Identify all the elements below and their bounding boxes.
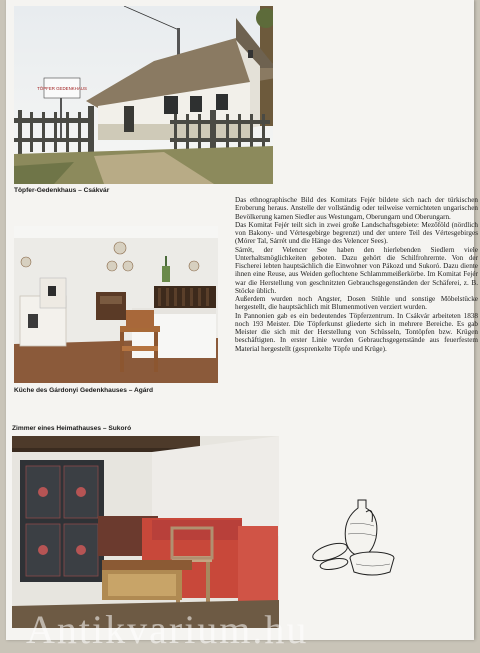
paragraph-1: Das ethnographische Bild des Komitats Fejér bildete sich nach der türkischen Eroberung heraus. Anstelle der vollständig oder teilweise vernichteten ungarischen Bevölkerung kamen Siedler aus Westungarn, Oberungarn und Oberungarn. (235, 196, 478, 221)
paragraph-2: Das Komitat Fejér teilt sich in zwei große Landschaftsgebiete: Mezőföld (nördlich von Bakony- und Vértesgebirge begrenzt) und der untere Teil des Vértesgebirges (Mórer Tal, Sárrét und die Hänge des Velencer Sees). (235, 220, 478, 246)
pottery-illustration (310, 494, 400, 578)
article-text (235, 196, 478, 353)
kitchen-image (14, 226, 218, 383)
watermark: Antikvarium.hu (26, 607, 309, 652)
caption-photo3: Zimmer eines Heimathauses – Sukoró (12, 425, 132, 432)
paragraph-3: Sárrét, der Velencer See haben den hierlebenden Siedlern viele Unterhaltsmöglichkeiten geboten. Dazu gehört die Schilfrohrernte. Von der Fischerei lebten hauptsächlich die Einwohner von Pákozd und Sukoró. Dazu diente ihnen eine Reuse, aus Weiden geflochtene Schlammmeißerkörbe. Im Komitat Fejér war die Herstellung von geschnitzten Gebrauchsgegenständen der Schäferei, z. B. Stöcke üblich. (235, 245, 478, 295)
thatched-house-image (14, 6, 273, 184)
photo-gardonyi-kitchen (14, 226, 218, 383)
pottery-jug-icon (310, 494, 400, 578)
paragraph-4: Außerdem wurden noch Angster, Dosen Stühle und sonstige Möbelstücke hergestellt, die hauptsächlich mit Blumenmotiven verziert wurden. (235, 295, 478, 312)
photo-topfer-gedenkhaus (14, 6, 273, 184)
room-interior-image (12, 436, 279, 628)
house-sign-text: TÖPFER GEDENKHAUS (37, 86, 87, 91)
photo-heimathaus-room (12, 436, 279, 628)
caption-photo2: Küche des Gárdonyi Gedenkhauses – Agárd (14, 387, 153, 394)
caption-photo1: Töpfer-Gedenkhaus – Csákvár (14, 187, 110, 194)
paragraph-5: In Pannonien gab es ein bedeutendes Töpferzentrum. In Csákvár arbeiteten 1838 noch 193 Meister. Die Töpferkunst gliederte sich in mehrere Bereiche. Es gab Meister die sich mit der Herstellung von Schüsseln, Tontöpfen bzw. Krügen beschäftigten. In erster Linie wurden Gebrauchsgegenstände aus feuerfestem Material hergestellt (gesprenkelte Töpfe und Krüge). (235, 311, 478, 353)
brochure-page (6, 0, 478, 652)
